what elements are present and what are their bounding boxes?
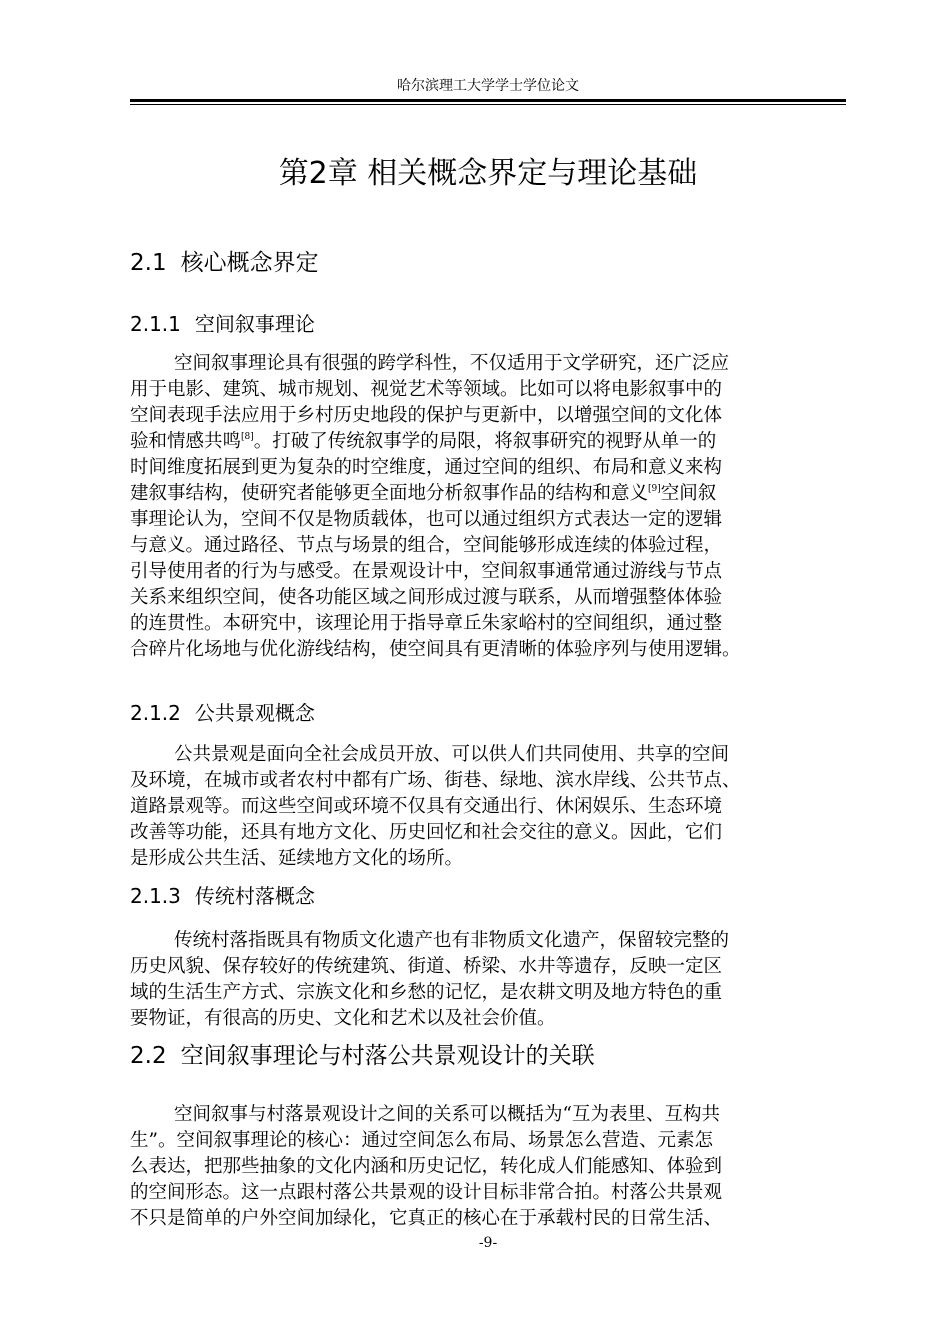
text-line: 时间维度拓展到更为复杂的时空维度，通过空间的组织、布局和意义来构 bbox=[130, 457, 723, 478]
text-line: 引导使用者的行为与感受。在景观设计中，空间叙事通常通过游线与节点 bbox=[130, 561, 723, 582]
text-line: 合碎片化场地与优化游线结构，使空间具有更清晰的体验序列与使用逻辑。 bbox=[130, 639, 741, 660]
section-number: 2.2 bbox=[130, 1043, 167, 1069]
text-line: 空间表现手法应用于乡村历史地段的保护与更新中，以增强空间的文化体 bbox=[130, 405, 723, 426]
text-segment: 。打破了传统叙事学的局限，将叙事研究的视野从单一的 bbox=[253, 431, 717, 452]
text-segment: 建叙事结构，使研究者能够更全面地分析叙事作品的结构和意义 bbox=[130, 483, 649, 504]
paragraph-public-landscape bbox=[130, 742, 850, 872]
text-line: 是形成公共生活、延续地方文化的场所。 bbox=[130, 848, 464, 869]
text-line bbox=[130, 429, 850, 455]
paragraph-spatial-narrative bbox=[130, 351, 850, 663]
subsection-title: 公共景观概念 bbox=[194, 701, 315, 725]
section-heading-2-1 bbox=[130, 247, 319, 279]
text-line: 公共景观是面向全社会成员开放、可以供人们共同使用、共享的空间 bbox=[174, 744, 730, 765]
text-line: 么表达，把那些抽象的文化内涵和历史记忆，转化成人们能感知、体验到 bbox=[130, 1156, 723, 1177]
text-line: 用于电影、建筑、城市规划、视觉艺术等领域。比如可以将电影叙事中的 bbox=[130, 379, 723, 400]
subsection-number: 2.1.2 bbox=[130, 701, 181, 725]
paragraph-relation bbox=[130, 1102, 850, 1232]
text-line: 与意义。通过路径、节点与场景的组合，空间能够形成连续的体验过程， bbox=[130, 535, 723, 556]
section-heading-2-2 bbox=[130, 1040, 595, 1072]
header-rule-thin bbox=[130, 104, 846, 105]
text-segment: 空间叙 bbox=[660, 483, 717, 504]
text-line: 关系来组织空间，使各功能区域之间形成过渡与联系，从而增强整体体验 bbox=[130, 587, 723, 608]
text-line: 改善等功能，还具有地方文化、历史回忆和社会交往的意义。因此，它们 bbox=[130, 822, 723, 843]
section-number: 2.1 bbox=[130, 250, 167, 276]
subsection-heading-2-1-1 bbox=[130, 309, 315, 339]
running-header: 哈尔滨理工大学学士学位论文 bbox=[397, 78, 579, 94]
subsection-heading-2-1-3 bbox=[130, 881, 315, 911]
text-line: 空间叙事理论具有很强的跨学科性，不仅适用于文学研究，还广泛应 bbox=[174, 353, 730, 374]
header-rule-thick bbox=[130, 99, 846, 102]
text-line: 要物证，有很高的历史、文化和艺术以及社会价值。 bbox=[130, 1008, 556, 1029]
text-line: 的连贯性。本研究中，该理论用于指导章丘朱家峪村的空间组织，通过整 bbox=[130, 613, 723, 634]
chapter-title: 第2章 相关概念界定与理论基础 bbox=[278, 156, 698, 191]
text-line bbox=[130, 481, 850, 507]
subsection-heading-2-1-2 bbox=[130, 698, 315, 728]
citation-9: [9] bbox=[648, 484, 661, 494]
page-number: -9- bbox=[478, 1235, 498, 1251]
citation-8: [8] bbox=[241, 432, 254, 442]
text-line: 传统村落指既具有物质文化遗产也有非物质文化遗产，保留较完整的 bbox=[174, 930, 730, 951]
section-title: 空间叙事理论与村落公共景观设计的关联 bbox=[180, 1043, 595, 1069]
text-line: 道路景观等。而这些空间或环境不仅具有交通出行、休闲娱乐、生态环境 bbox=[130, 796, 723, 817]
section-title: 核心概念界定 bbox=[180, 250, 319, 276]
text-line: 空间叙事与村落景观设计之间的关系可以概括为“互为表里、互构共 bbox=[174, 1104, 720, 1125]
text-line: 事理论认为，空间不仅是物质载体，也可以通过组织方式表达一定的逻辑 bbox=[130, 509, 723, 530]
text-line: 不只是简单的户外空间加绿化，它真正的核心在于承载村民的日常生活、 bbox=[130, 1208, 723, 1229]
text-line: 历史风貌、保存较好的传统建筑、街道、桥梁、水井等遗存，反映一定区 bbox=[130, 956, 723, 977]
subsection-number: 2.1.1 bbox=[130, 312, 181, 336]
subsection-title: 空间叙事理论 bbox=[194, 312, 315, 336]
text-line: 生”。空间叙事理论的核心：通过空间怎么布局、场景怎么营造、元素怎 bbox=[130, 1130, 713, 1151]
text-line: 及环境，在城市或者农村中都有广场、街巷、绿地、滨水岸线、公共节点、 bbox=[130, 770, 741, 791]
text-line: 域的生活生产方式、宗族文化和乡愁的记忆，是农耕文明及地方特色的重 bbox=[130, 982, 723, 1003]
text-segment: 验和情感共鸣 bbox=[130, 431, 242, 452]
subsection-number: 2.1.3 bbox=[130, 884, 181, 908]
subsection-title: 传统村落概念 bbox=[194, 884, 315, 908]
paragraph-traditional-village bbox=[130, 928, 850, 1032]
text-line: 的空间形态。这一点跟村落公共景观的设计目标非常合拍。村落公共景观 bbox=[130, 1182, 723, 1203]
